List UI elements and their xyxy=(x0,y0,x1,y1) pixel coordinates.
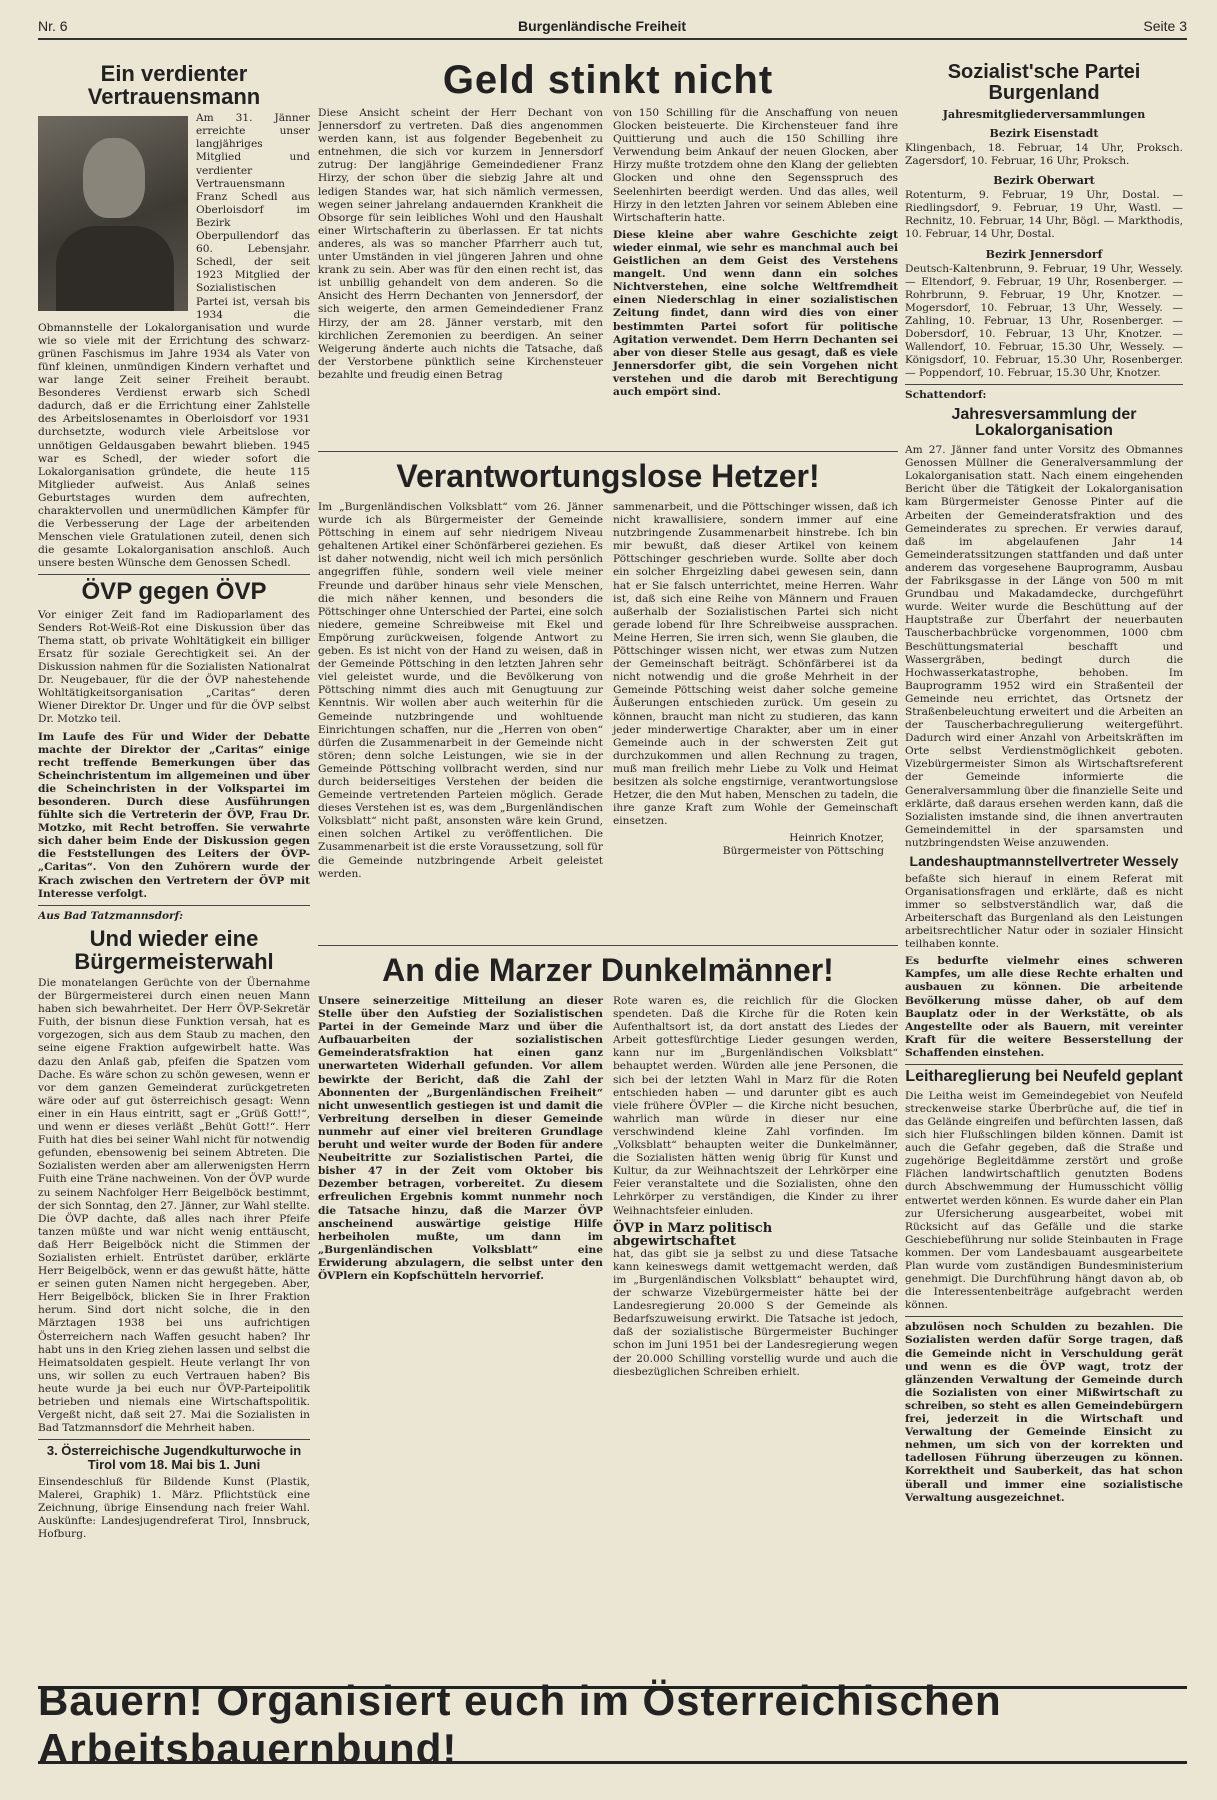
middle-columns xyxy=(318,58,898,1678)
headline-vertrauensmann: Ein verdienter Vertrauensmann xyxy=(87,61,261,110)
article-oevp-1: Vor einiger Zeit fand im Radioparlament des Senders Rot-Weiß-Rot eine Diskussion über das Thema statt, ob private Wohltätigkeit ein billiger Ersatz für soziale Gerechtigkeit sei. An der Diskussion nahmen für die Sozialisten Nationalrat Dr. Neugebauer, für die der ÖVP nahestehende Wohltätigkeitsorganisation „Caritas“ deren Wiener Direktor Dr. Unger und für die ÖVP selbst Dr. Motzko teil. xyxy=(38,608,310,726)
schedule-oberwart: Rotenturm, 9. Februar, 19 Uhr, Dostal. — Riedlingsdorf, 9. Februar, 19 Uhr, Wastl. — Rechnitz, 10. Februar, 14 Uhr, Bögl. — Markthodis, 10. Februar, 14 Uhr, Dostal. xyxy=(905,189,1183,241)
article-marz-3: hat, das gibt sie ja selbst zu und diese Tatsache kann keineswegs damit wettgemacht werden, daß im „Burgenländischen Volksblatt“ behauptet wird, der schwarze Vizebürgermeister hätte bei der Landesregierung 20.000 S der Gemeinde als Bedarfszuweisung erwirkt. Die Tatsache ist jedoch, daß der sozialistische Bürgermeister Buchinger schon im Juni 1951 bei der Landesregierung wegen der 20.000 Schilling vorstellig wurde und auch die diesbezüglichen Schreiben erhielt. xyxy=(613,1247,898,1378)
kicker-schattendorf: Schattendorf: xyxy=(905,389,987,402)
page-number: Seite 3 xyxy=(1143,18,1187,34)
headline-spoe-burgenland: Sozialist'sche Partei Burgenland xyxy=(947,61,1141,104)
headline-jugendkulturwoche: 3. Österreichische Jugendkulturwoche in Tirol vom 18. Mai bis 1. Juni xyxy=(46,1443,302,1472)
article-oevp-2: Im Laufe des Für und Wider der Debatte machte der Direktor der „Caritas“ einige recht treffende Bemerkungen über das Scheinchristentum im allgemeinen und über die Scheinchristen in der Volkspartei im besonderen. Durch diese Ausführungen fühlte sich die Vertreterin der ÖVP, Frau Dr. Motzko, mit Recht betroffen. Sie verwahrte sich daher beim Ende der Diskussion gegen die Feststellungen des Leiters der ÖVP-„Caritas“. Von den Zuhörern wurde der Krach zwischen den Vertretern der ÖVP mit Interesse verfolgt. xyxy=(38,730,310,900)
schedule-eisenstadt: Klingenbach, 18. Februar, 14 Uhr, Proksch. Zagersdorf, 10. Februar, 16 Uhr, Proksch. xyxy=(905,142,1183,168)
article-marz-2: Rote waren es, die reichlich für die Glocken spendeten. Daß die Kirche für die Roten kein Aufenthaltsort ist, da dort anstatt des Liedes der Arbeit gottesfürchtige Lieder gesungen werden, kann nur im „Burgenländischen Volksblatt“ behauptet werden. Würden alle jene Personen, die sich bei der letzten Wahl in Marz für die Roten entschieden haben — und darunter gibt es auch viele frühere ÖVPler — die Kirche nicht besuchen, wahrlich man würde in dieser nur eine verschwindend kleine Zahl vorfinden. Im „Volksblatt“ behaupten weiter die Dunkelmänner, die Sozialisten hätten wenig übrig für Kunst und Kultur, da zur Weihnachtszeit der Lehrkörper eine Feier veranstaltete und die Sozialisten, ohne den Lehrkörper zu verständigen, die Kinder zu ihrer Weihnachtsfeier einluden. xyxy=(613,995,898,1217)
signature-name: Heinrich Knotzer, xyxy=(789,832,884,845)
article-jugendkulturwoche: Einsendeschluß für Bildende Kunst (Plastik, Malerei, Graphik) 1. März. Pflichtstück eine Zeichnung, übrige Einsendung nach freier Wahl. Auskünfte: Landesjugendreferat Tirol, Innsbruck, Hofburg. xyxy=(38,1475,310,1540)
article-geld-2: von 150 Schilling für die Anschaffung von neuen Glocken beisteuerte. Die Kirchensteuer fand ihre Quittierung und auch die 150 Schilling ihre Verwendung beim Ankauf der neuen Glocken, aber Hirzy mußte trotzdem ohne den Klang der geliebten Glocken und ohne den Segensspruch des Seelenhirten beerdigt werden. Und das alles, weil Hirzy in den letzten Jahren vor seinem Ableben eine Wirtschafterin hatte. xyxy=(613,107,898,224)
headline-buergermeisterwahl: Und wieder eine Bürgermeisterwahl xyxy=(74,925,274,974)
subhead-jahresmitglieder: Jahresmitgliederversammlungen xyxy=(942,108,1146,121)
signature-title: Bürgermeister von Pöttsching xyxy=(722,845,884,858)
issue-number: Nr. 6 xyxy=(38,18,68,34)
article-marz-continued: abzulösen noch Schulden zu bezahlen. Die Sozialisten werden dafür Sorge tragen, daß die Gemeinde nicht in Verschuldung gerät und wenn es die ÖVP wagt, trotz der glänzenden Verwaltung der Gemeinde durch die Sozialisten von einer Mißwirtschaft zu schreiben, so steht es allen Gemeindebürgern frei, jederzeit in die Wirtschaft und Verwaltung der Gemeinde Einsicht zu nehmen, um sich von der korrekten und tadellosen Führung überzeugen zu können. Korrektheit und Sauberkeit, das hat schon überall und immer eine sozialistische Verwaltung ausgezeichnet. xyxy=(905,1321,1183,1504)
footer-slogan: Bauern! Organisiert euch im Österreichischen Arbeitsbauernbund! xyxy=(38,1686,1187,1764)
article-geld-1: Diese Ansicht scheint der Herr Dechant von Jennersdorf zu vertreten. Daß dies angenommen werden kann, ist aus folgender Begebenheit zu entnehmen, die sich vor kurzem in Jennersdorf zutrug: Der langjährige Gemeindediener Franz Hirzy, der schon über die siebzig Jahre alt und ledigen Standes war, hat sich nämlich vermessen, wegen seiner jahrelang andauernden Krankheit die Obsorge für sein leibliches Wohl und den Haushalt einer Wirtschafterin zu überlassen. Er tat nichts anderes, als was so mancher Pfarrherr auch tut, unter Umständen in viel jüngeren Jahren und ohne krank zu sein. Aber was für den einen recht ist, das ist unbillig gehandelt von dem anderen. So die Ansicht des Herrn Dechanten von Jennersdorf, der sich weigerte, den armen Gemeindediener Franz Hirzy, der am 28. Jänner verstarb, mit den kirchlichen Zeremonien zu beerdigen. An seiner Weigerung änderte auch nichts die Tatsache, daß der Verstorbene pünktlich seine Kirchensteuer bezahlte und freudig einen Betrag xyxy=(318,107,603,381)
article-marz-1: Unsere seinerzeitige Mitteilung an dieser Stelle über den Aufstieg der Sozialistischen Partei in der Gemeinde Marz und über die Aufbauarbeiten der sozialistischen Gemeinderatsfraktion hat einen ganz unerwarteten Widerhall gefunden. Vor allem bewirkte der Bericht, daß die Zahl der Abonnenten der „Burgenländischen Freiheit“ nicht unwesentlich gestiegen ist und damit die Verbreitung derselben in dieser Gemeinde nunmehr auf einer viel breiteren Grundlage beruht und weiter wurde der Boden für andere Neubeitritte zur Sozialistischen Partei, die bisher 47 in der Zeit vom Oktober bis Dezember betragen, vorbereitet. Zu diesem erfreulichen Ergebnis kommt nunmehr noch die Tatsache hinzu, daß die Marzer ÖVP anscheinend auswärtige geistige Hilfe herbeiholen mußte, um dann im „Burgenländischen Volksblatt“ eine Erwiderung abzulagern, die selbst unter den ÖVPlern ein Kopfschütteln hervorrief. xyxy=(318,995,603,1282)
article-vertrauensmann: Am 31. Jänner erreichte unser langjähriges Mitglied und verdienter Vertrauensmann Franz Schedl aus Oberloisdorf im Bezirk Oberpullendorf das 60. Lebensjahr. Schedl, der seit 1923 Mitglied der Sozialistischen Partei ist, versah bis 1934 die Obmannstelle der Lokalorganisation und wurde wie so viele mit der Errichtung des schwarz-grünen Faschismus im Jahre 1934 als Vater von fünf kleinen, unmündigen Kindern verhaftet und war lange Zeit seiner Freiheit beraubt. Besonderes Verdienst erwarb sich Schedl dadurch, daß er die Errichtung einer Zahlstelle des Arbeitslosenamtes in Oberloisdorf vor 1931 durchsetzte, wodurch viele Arbeitslose vor unnötigen Geldausgaben bewahrt blieben. 1945 war es Schedl, der wieder sofort die Lokalorganisation gründete, die heute 115 Mitglieder aufweist. Aus Anlaß seines Geburtstages wurden dem aufrechten, charaktervollen und unermüdlichen Kämpfer für die Verbesserung der Lage der arbeitenden Menschen viele Gratulationen zuteil, denen sich die gesamte Lokalorganisation anschloß. Auch unsere besten Wünsche dem Genossen Schedl. xyxy=(38,112,310,570)
headline-geld-stinkt-nicht: Geld stinkt nicht xyxy=(442,58,774,102)
headline-wessely: Landeshauptmannstellvertreter Wessely xyxy=(909,853,1179,869)
article-jahresversammlung: Am 27. Jänner fand unter Vorsitz des Obmannes Genossen Müllner die Generalversammlung der Lokalorganisation statt. Nach einem eingehenden Bericht über die Tätigkeit der Lokalorganisation kam Bürgermeister Genosse Pinter auf die Arbeiten der Gemeinderatsfraktion und des Gemeinderates zu sprechen. Er verwies darauf, daß im abgelaufenen Jahr 14 Gemeinderatssitzungen stattfanden und daß unter anderem das vorgesehene Bauprogramm, Ausbau der Fabriksgasse in der Länge von 500 m mit Grundbau und Makadamdecke, durchgeführt wurde. Weiter wurde die Beschüttung auf der Hauptstraße zur Überfahrt der neuerbauten Tauscherbachbrücke vorgenommen, 1000 cbm Beschüttungsmaterial beschafft und Wassergräben, bedingt durch die Hochwasserkatastrophe, behoben. Im Bauprogramm 1952 wird ein Straßenteil der Gemeinde neu errichtet, das Ortsnetz der Straßenbeleuchtung erweitert und die Arbeiten an der Tauscherbachregulierung weitergeführt. Dadurch wird einer Anzahl von Arbeitskräften im Orte selbst Verdienstmöglichkeit geboten. Vizebürgermeister Simon als Wirtschaftsreferent der Gemeinde informierte die Generalversammlung über die finanzielle Seite und erklärte, daß daraus ersehen werden kann, daß die Sozialisten imstande sind, die ihnen anvertrauten Gemeindemittel in der sparsamsten und nutzbringendsten Weise anzuwenden. xyxy=(905,444,1183,849)
headline-marzer-dunkelmaenner: An die Marzer Dunkelmänner! xyxy=(382,952,834,988)
headline-oevp-gegen-oevp: ÖVP gegen ÖVP xyxy=(81,578,267,606)
portrait-photo xyxy=(38,116,188,311)
subhead-oevp-marz: ÖVP in Marz politisch abgewirtschaftet xyxy=(613,1220,773,1249)
district-oberwart: Bezirk Oberwart xyxy=(993,174,1095,188)
article-hetzer-2: sammenarbeit, und die Pöttschinger wissen, daß ich nicht krawallisiere, sondern immer auf eine nutzbringende Zusammenarbeit hinstrebe. Ich bin mir bewußt, daß dieser Artikel von keinem Pöttschinger geschrieben wurde. Sollte aber doch ein solcher Ehrgeizling dabei gewesen sein, dann hat er Sie falsch unterrichtet, meine Herren. Wahr ist, daß sich eine Reihe von Männern und Frauen außerhalb der Sozialistischen Partei sich nicht gerade lobend für Ihre Schreibweise aussprachen. Meine Herren, Sie irren sich, wenn Sie glauben, die Pöttschinger wissen nicht, wer etwas zum Nutzen der Gemeinschaft beiträgt. Schönfärberei ist da nicht notwendig und die große Mehrheit in der Gemeinde Pöttsching weist daher solche gemeine Äußerungen entschieden zurück. Um gesein zu können, braucht man nicht zu studieren, das kann jeder minderwertige Charakter, aber um in einer Gemeinde auch in der schwersten Zeit gut durchzukommen und allen Rechnung zu tragen, muß man freilich mehr Liebe zu Volk und Heimat besitzen als solche engstirnige, verantwortungslose Hetzer, die den Mut haben, Menschen zu tadeln, die ihre ganze Kraft zum Wohle der Gemeinschaft einsetzen. xyxy=(613,501,898,828)
district-jennersdorf: Bezirk Jennersdorf xyxy=(985,247,1103,261)
article-buergermeisterwahl: Die monatelangen Gerüchte von der Übernahme der Bürgermeisterei durch einen neuen Mann haben sich bewahrheitet. Der Herr ÖVP-Sekretär Fuith, der bisnun diese Funktion versah, hat es vorgezogen, sich aus dem Staub zu machen, den seine eigene Fraktion aufgewirbelt hatte. Was dazu den Anlaß gab, pfeifen die Spatzen vom Dache. Es wäre schon zu schön gewesen, wenn er vor dem ganzen Gemeinderat zurückgetreten wäre oder auf gut österreichisch gesagt: Wenn einer in ein Haus eintritt, sagt er „Grüß Gott!“, und wenn er dieses verläßt „Behüt Gott!“. Herr Fuith hat dies bei seiner Wahl nicht für notwendig gefunden, ebensowenig bei seinem Abtreten. Die Sozialisten werden aber am allerwenigsten Herrn Fuith eine Träne nachweinen. Von der ÖVP wurde zu seinem Nachfolger Herr Beigelböck bestimmt, der sich Sonntag, den 27. Jänner, zur Wahl stellte. Die ÖVP dachte, daß alles nach ihrer Pfeife tanzen müßte und war nicht wenig enttäuscht, daß Herr Beigelböck nicht die Stimmen der Sozialisten erhielt. Entrüstet darüber, erklärte Herr Beigelböck, wenn er das gewußt hätte, hätte er seinen guten Namen nicht hergegeben. Aber, Herr Beigelböck, blicken Sie in Ihrer Fraktion herum. Sind dort nicht solche, die in den Märztagen 1938 bei uns aufrichtigen Österreichern nach Waffen gesucht haben? Ihr habt uns in den Krieg ziehen lassen und selbst die Heimatsoldaten gespielt. Heute verlangt Ihr von uns, wir sollen zu euch Vertrauen haben? Bis heute wurde ja bei euch nur ÖVP-Parteipolitik betrieben und niemals eine Wirtschaftspolitik. Vergeßt nicht, daß seit 27. Mai die Sozialisten in Bad Tatzmannsdorf die Mehrheit haben. xyxy=(38,977,310,1435)
left-column xyxy=(38,58,310,1658)
schedule-jennersdorf: Deutsch-Kaltenbrunn, 9. Februar, 19 Uhr, Wessely. — Eltendorf, 9. Februar, 19 Uhr, Rosenberger. — Rohrbrunn, 9. Februar, 19 Uhr, Knotzer. — Mogersdorf, 10. Februar, 13 Uhr, Wessely. — Zahling, 10. Februar, 13 Uhr, Rosenberger. — Dobersdorf, 10. Februar, 13 Uhr, Knotzer. — Wallendorf, 10. Februar, 15.30 Uhr, Wessely. — Königsdorf, 10. Februar, 15.30 Uhr, Rosenberger. — Poppendorf, 10. Februar, 15.30 Uhr, Knotzer. xyxy=(905,262,1183,380)
header-rule xyxy=(38,38,1187,40)
article-geld-3: Diese kleine aber wahre Geschichte zeigt wieder einmal, wie sehr es manchmal auch bei Geistlichen an dem Geist des Verstehens mangelt. Und wenn dann ein solches Nichtverstehen, eine solche Weltfremdheit einen Niederschlag in einer sozialistischen Zeitung findet, dann wird dies von einer bestimmten Partei sofort für politische Agitation verwendet. Dem Herrn Dechanten sei aber von dieser Stelle aus gesagt, daß es viele Jennersdorfer gibt, die sein Vorgehen nicht verstehen und die darob mit Berechtigung auch empört sind. xyxy=(613,228,898,398)
article-wessely-2: Es bedurfte vielmehr eines schweren Kampfes, um alle diese Rechte erhalten und ausbauen zu können. Die arbeitende Bevölkerung müsse daher, ob auf dem Bauplatz oder in der Werkstätte, ob als Angestellte oder als Bauern, mit vereinter Kraft für die weitere Besserstellung der Schaffenden einstehen. xyxy=(905,955,1183,1059)
headline-verantwortungslose-hetzer: Verantwortungslose Hetzer! xyxy=(396,458,820,494)
article-hetzer-1: Im „Burgenländischen Volksblatt“ vom 26. Jänner wurde ich als Bürgermeister der Gemeinde Pöttsching in einem auf sehr niedrigem Niveau gehaltenen Artikel einer Schönfärberei geziehen. Es ist daher notwendig, nicht weil ich mich persönlich angegriffen fühle, sondern weil viele meiner Freunde und darüber hinaus sehr viele Menschen, die mich näher kennen, und besonders die Pöttschinger ohne Unterschied der Partei, eine solch niedere, gemeine Schreibweise mit Ekel und Empörung zurückweisen, folgende Antwort zu geben. Es ist nicht von der Hand zu weisen, daß in der Gemeinde Pöttsching in den letzten Jahren sehr viel geleistet wurde, und die Bevölkerung von Pöttsching nimmt dies auch mit Genugtuung zur Kenntnis. Wir wollen aber auch weiterhin für die Gemeinde nutzbringende und wohltuende Einrichtungen schaffen, nur die „Herren von oben“ dürfen die Zusammenarbeit in der Gemeinde nicht stören; denn solche Leistungen, wie sie in der Gemeinde Pöttsching vollbracht werden, sind nur durch beiderseitiges Verstehen der beiden die Gemeinde vertretenden Parteien möglich. Gerade dieses Verstehen ist es, was dem „Burgenländischen Volksblatt“ nicht paßt, ansonsten wäre kein Grund, einen solchen Artikel zu veröffentlichen. Die Zusammenarbeit ist die erste Voraussetzung, soll für die Gemeinde nutzbringende Arbeit geleistet werden. xyxy=(318,501,603,880)
article-wessely-1: befaßte sich hierauf in einem Referat mit Organisationsfragen und erklärte, daß es nicht immer so selbstverständlich war, daß die Arbeiterschaft das Burgenland als den Leistungen arbeitsrechtlicher Natur oder in sozialer Hinsicht teilhaben konnte. xyxy=(905,872,1183,951)
right-column xyxy=(905,58,1183,1658)
paper-title: Burgenländische Freiheit xyxy=(518,18,687,34)
kicker-tatzmannsdorf: Aus Bad Tatzmannsdorf: xyxy=(38,909,184,922)
headline-jahresversammlung: Jahresversammlung der Lokalorganisation xyxy=(951,405,1137,440)
district-eisenstadt: Bezirk Eisenstadt xyxy=(989,127,1099,140)
article-leitharegulierung: Die Leitha weist im Gemeindegebiet von Neufeld streckenweise starke Überbrüche auf, die tief in das Gelände eingreifen und befürchten lassen, daß sich hier Flußschlingen bilden können. Damit ist auch die Gefahr gegeben, daß die Straße und zugehörige Begleitdämme zerstört und große Flächen landwirtschaftlich genutzten Bodens durch Abschwemmung der Humusschicht völlig entwertet werden können. Es wurde daher ein Plan zur Ufersicherung ausgearbeitet, wobei mit Rücksicht auf das Gefälle und die starke Geschiebeführung nur solide Steinbauten in Frage kommen. Der vom Landesbauamt ausgearbeitete Plan wurde vom zuständigen Bundesministerium genehmigt. Die Durchführung hängt davon ab, ob die Interessentenbeiträge aufgebracht werden können. xyxy=(905,1089,1183,1312)
page-header xyxy=(38,18,1187,38)
headline-leitharegulierung: Leithareglierung bei Neufeld geplant xyxy=(905,1068,1183,1085)
